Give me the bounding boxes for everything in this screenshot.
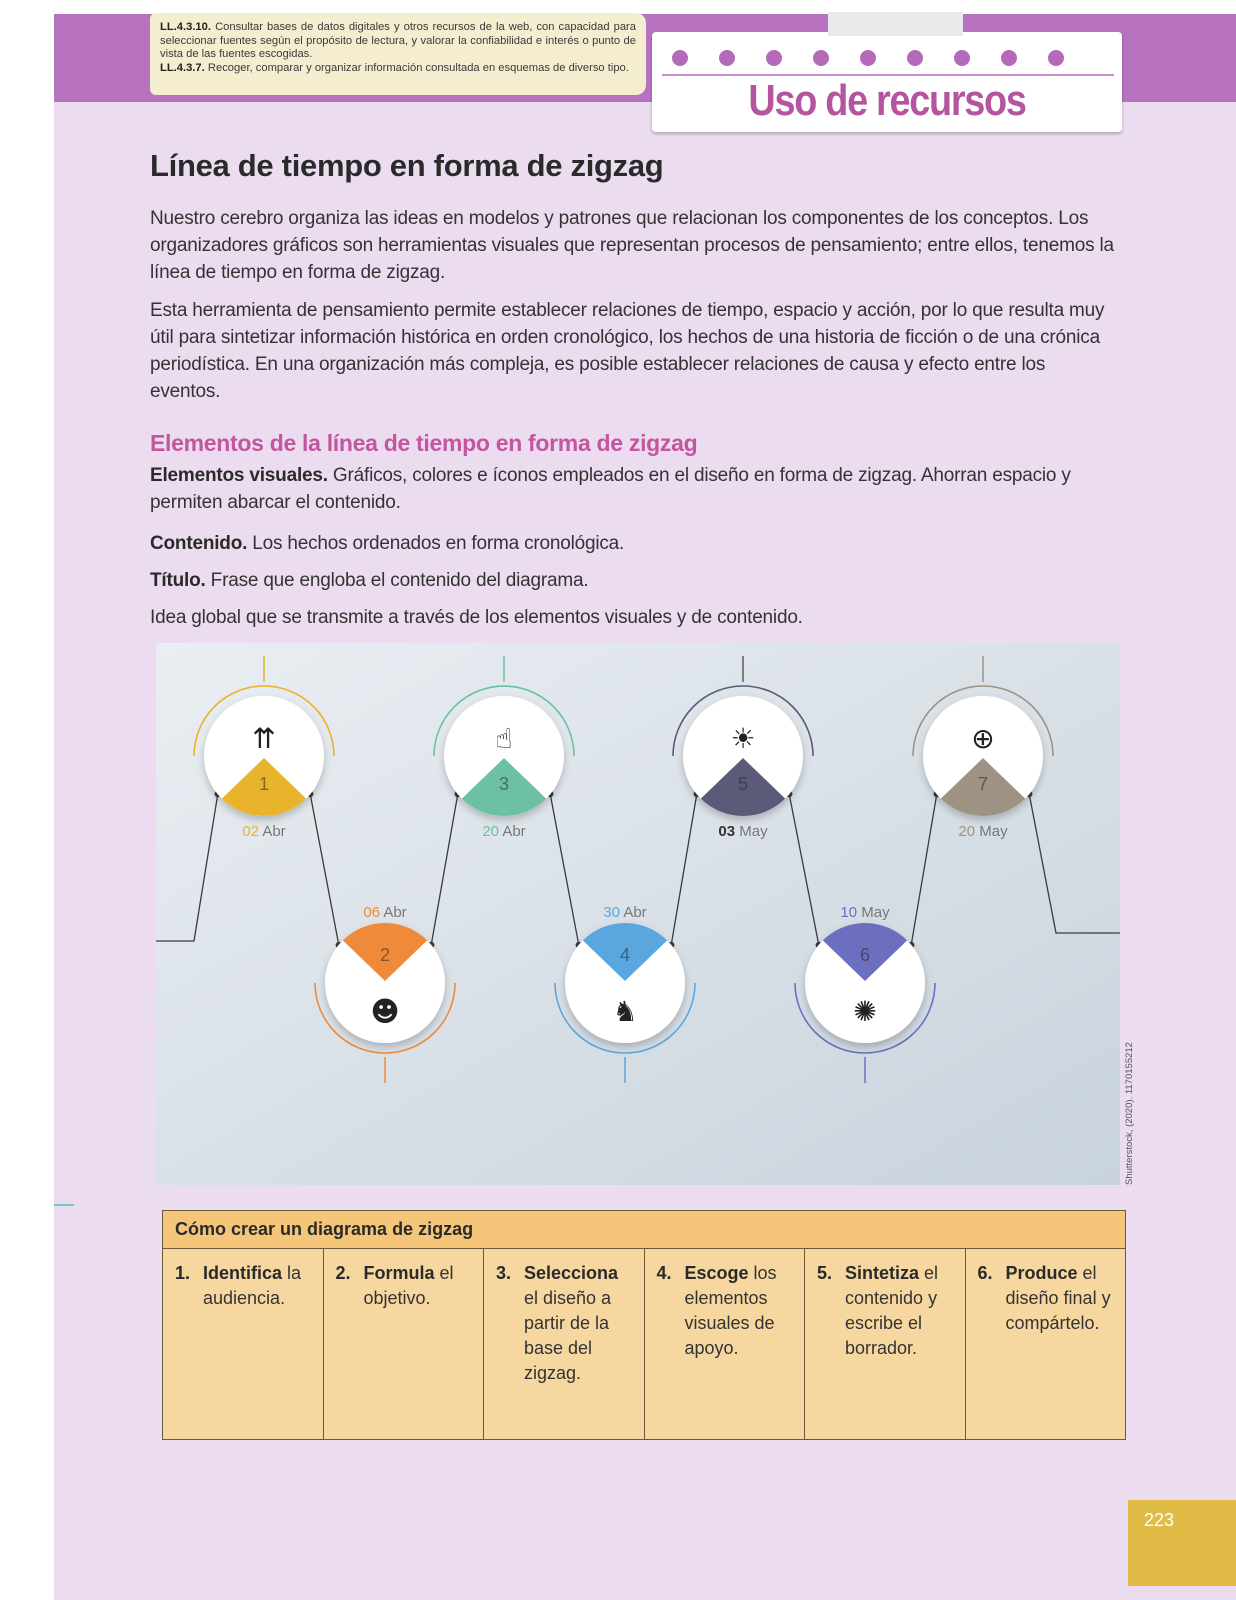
node-date: [840, 904, 890, 921]
dot: [719, 50, 735, 66]
dot: [813, 50, 829, 66]
definition-content: [150, 530, 1114, 557]
step-verb: Identifica: [203, 1263, 283, 1283]
step-rest: el objetivo.: [363, 1263, 454, 1308]
criterion-text: Recoger, comparar y organizar información consultada en esquemas de diverso tipo.: [207, 61, 629, 74]
step-verb: Formula: [363, 1263, 435, 1283]
node-date-month: Abr: [259, 823, 286, 840]
dot: [672, 50, 688, 66]
section-heading: Elementos de la línea de tiempo en forma de zigzag: [150, 430, 698, 456]
dot: [954, 50, 970, 66]
node-date-month: May: [975, 823, 1008, 840]
node-number: 1: [258, 774, 270, 794]
criterion-2: [160, 62, 636, 76]
node-date: [242, 823, 285, 840]
node-date: [363, 904, 406, 921]
node-number: 6: [859, 945, 871, 965]
step-rest: los elementos visuales de apoyo.: [684, 1263, 777, 1358]
page-bottom-strip: [1128, 1586, 1236, 1600]
step-text: [685, 1261, 795, 1431]
definition-visual-elements: [150, 462, 1114, 516]
node-date-day: 02: [242, 823, 259, 840]
step-number: 5.: [817, 1263, 833, 1283]
intro-paragraph-2: Esta herramienta de pensamiento permite establecer relaciones de tiempo, espacio y acción, por lo que resulta muy útil para sintetizar información histórica en orden cronológico, los hechos de una historia de ficción o de una crónica periodística. En una organización más compleja, es posible establecer relaciones de causa y efecto entre los eventos.: [150, 300, 1105, 402]
page-title: Línea de tiempo en forma de zigzag: [150, 148, 664, 183]
step-5: [805, 1249, 966, 1439]
step-number: 6.: [977, 1263, 993, 1283]
steps-title: Cómo crear un diagrama de zigzag: [163, 1211, 1125, 1249]
binder-dots: [672, 48, 1102, 68]
node-date: [482, 823, 525, 840]
pointer-hand-icon: ☝: [495, 722, 513, 755]
steps-row: [163, 1249, 1125, 1439]
criterion-code: LL.4.3.10.: [160, 21, 211, 33]
node-date-day: 10: [840, 904, 858, 921]
step-number: 3.: [496, 1263, 512, 1283]
definition-term: Contenido.: [150, 533, 248, 554]
step-number: 2.: [335, 1263, 351, 1283]
node-date-day: 20: [482, 823, 499, 840]
top-margin: [54, 0, 1236, 14]
criterion-code: LL.4.3.7.: [160, 61, 205, 74]
dot: [1001, 50, 1017, 66]
brain-icon: ✺: [853, 995, 877, 1028]
page-margin: [0, 0, 54, 1600]
step-text: [364, 1261, 474, 1431]
step-verb: Sintetiza: [845, 1263, 920, 1283]
node-number: 2: [379, 945, 391, 965]
node-date-day: 20: [958, 823, 976, 840]
step-3: [484, 1249, 645, 1439]
zigzag-timeline-image: [156, 643, 1120, 1185]
steps-table: [162, 1210, 1126, 1440]
node-date-month: Abr: [499, 823, 526, 840]
arrows-up-icon: ⇈: [252, 722, 276, 755]
dot: [1048, 50, 1064, 66]
node-number: 4: [619, 945, 631, 965]
node-date-month: Abr: [620, 904, 647, 921]
step-4: [645, 1249, 806, 1439]
dot: [860, 50, 876, 66]
node-date-day: 30: [603, 904, 620, 921]
step-text: [203, 1261, 313, 1431]
step-2: [324, 1249, 485, 1439]
node-date-month: Abr: [380, 904, 407, 921]
step-verb: Selecciona: [524, 1263, 619, 1283]
node-number: 7: [977, 774, 989, 794]
lightbulb-icon: ☀: [730, 722, 756, 755]
step-6: [966, 1249, 1126, 1439]
definition-text: Idea global que se transmite a través de los elementos visuales y de contenido.: [150, 607, 803, 628]
side-tick: [54, 1204, 74, 1206]
step-text: [1006, 1261, 1116, 1431]
definition-text: Frase que engloba el contenido del diagrama.: [205, 570, 589, 591]
node-date-month: May: [857, 904, 890, 921]
node-number: 5: [737, 774, 749, 794]
definition-title: [150, 567, 1114, 594]
image-credit: Shutterstock, (2020). 1170155212: [1124, 1042, 1135, 1185]
step-rest: la audiencia.: [203, 1263, 302, 1308]
criterion-1: [160, 21, 636, 62]
dot: [766, 50, 782, 66]
definition-term: Título.: [150, 570, 206, 591]
globe-gear-icon: ⊕: [971, 722, 995, 755]
step-text: [845, 1261, 955, 1431]
step-1: [163, 1249, 324, 1439]
step-number: 4.: [656, 1263, 672, 1283]
head-gear-icon: ☻: [370, 995, 400, 1028]
node-date: [718, 823, 768, 840]
node-date-month: May: [735, 823, 768, 840]
node-date-day: 03: [718, 823, 736, 840]
dot: [907, 50, 923, 66]
node-date: [958, 823, 1008, 840]
node-date: [603, 904, 646, 921]
section-tab-title: Uso de recursos: [748, 76, 1026, 125]
step-number: 1.: [175, 1263, 191, 1283]
node-date-day: 06: [363, 904, 380, 921]
step-text: [524, 1261, 634, 1431]
page-number: 223: [1143, 1510, 1175, 1530]
node-number: 3: [498, 774, 510, 794]
step-verb: Produce: [1005, 1263, 1078, 1283]
definition-term: Elementos visuales.: [150, 465, 328, 486]
step-verb: Escoge: [684, 1263, 749, 1283]
chess-knight-icon: ♞: [612, 995, 638, 1028]
definition-text: Los hechos ordenados en forma cronológica.: [247, 533, 625, 554]
definition-global-idea: [150, 604, 1114, 631]
criterion-text: Consultar bases de datos digitales y otros recursos de la web, con capacidad para seleccionar fuentes según el propósito de lectura, y valorar la confiabilidad e interés o punto de vista de las fuentes escogidas.: [160, 21, 636, 61]
tape-strip: [828, 12, 963, 36]
step-rest: el diseño final y compártelo.: [1005, 1263, 1111, 1333]
intro-paragraph-1: Nuestro cerebro organiza las ideas en modelos y patrones que relacionan los componentes de los conceptos. Los organizadores gráficos son herramientas visuales que representan procesos de pensamiento; entre ellos, tenemos la línea de tiempo en forma de zigzag.: [150, 208, 1114, 283]
step-rest: el diseño a partir de la base del zigzag.: [524, 1288, 612, 1383]
criteria-box: [150, 13, 646, 95]
definition-text: Gráficos, colores e íconos empleados en el diseño en forma de zigzag. Ahorran espacio y permiten abarcar el contenido.: [150, 465, 1071, 513]
step-rest: el contenido y escribe el borrador.: [845, 1263, 939, 1358]
